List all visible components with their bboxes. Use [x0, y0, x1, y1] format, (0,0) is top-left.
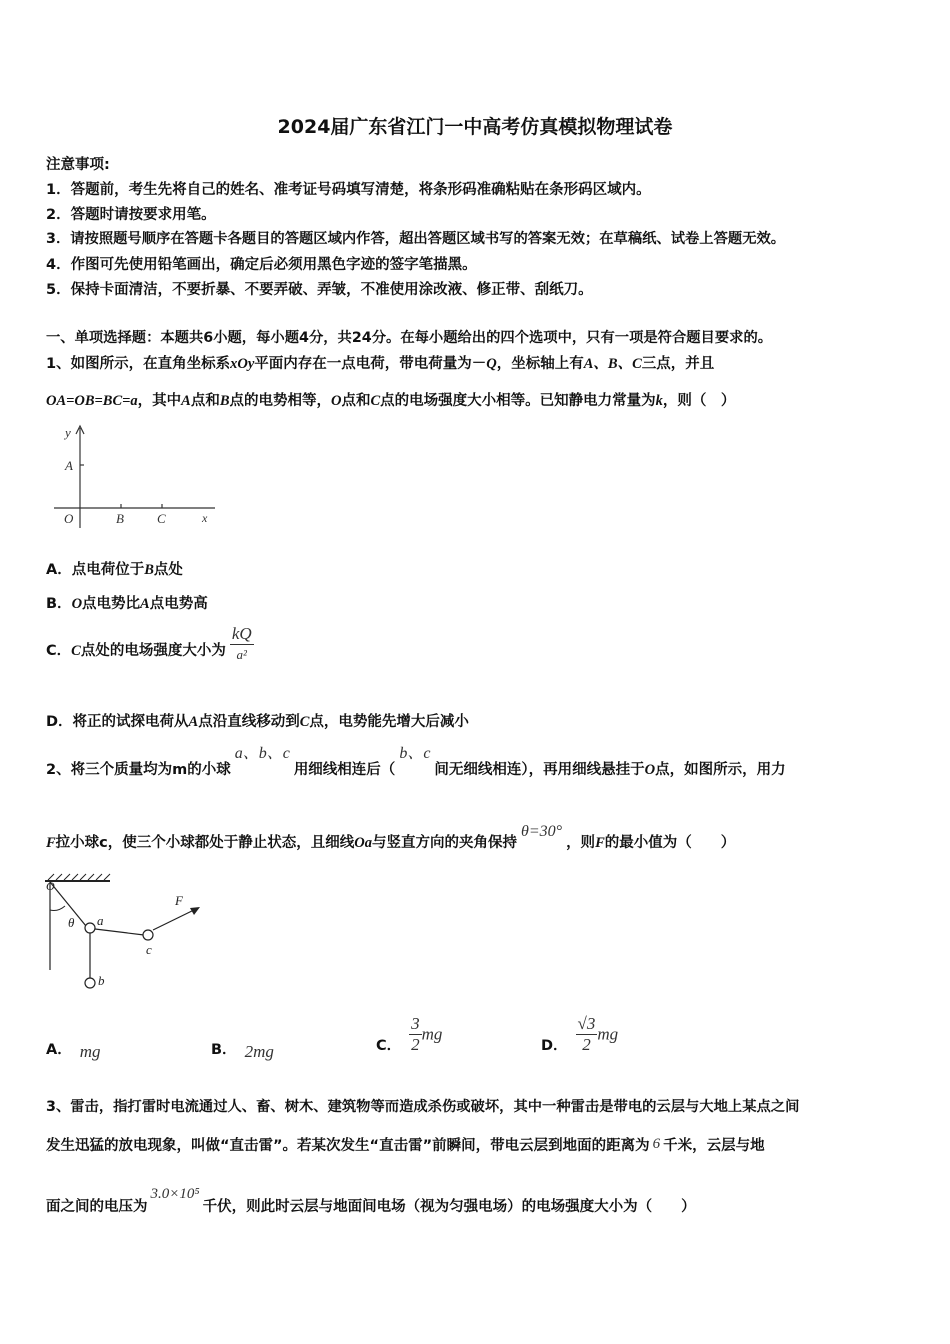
- label-f: F: [175, 893, 183, 908]
- notice-heading: 注意事项:: [46, 157, 110, 173]
- fraction-3-2: $\frac{3}{2}$: [411, 1014, 420, 1054]
- theta-arc: [50, 906, 65, 911]
- ball-c: [143, 930, 153, 940]
- string-ac: [95, 929, 144, 935]
- q2-stem-line2: F拉小球c，使三个小球都处于静止状态，且细线Oa与竖直方向的夹角保持θ=30°，则F的最小值为（ ）: [46, 823, 736, 851]
- label-b: b: [98, 973, 105, 988]
- field-strength-fraction: $\frac{kQ}{\text{a²}}$: [231, 624, 252, 662]
- fraction-sqrt3-2: $\frac{√3}{2}$: [577, 1014, 596, 1054]
- label-c: C: [157, 511, 166, 526]
- q2-pendulum-figure: [40, 870, 215, 995]
- q2-option-a: A． mg: [46, 1042, 101, 1061]
- q1-option-c: C．C点处的电场强度大小为 $\frac{kQ}{\text{a²}}$: [46, 624, 254, 665]
- q2-option-d: D． $\frac{√3}{2}$ mg: [541, 1014, 619, 1054]
- page-title: 2024届广东省江门一中高考仿真模拟物理试卷: [277, 116, 673, 138]
- q1-option-d: D．将正的试探电荷从A点沿直线移动到C点，电势能先增大后减小: [46, 714, 469, 730]
- notice-item: 4．作图可先使用铅笔画出，确定后必须用黑色字迹的签字笔描黑。: [46, 257, 477, 273]
- label-a: A: [65, 458, 73, 473]
- q2-option-c: C． $\frac{3}{2}$ mg: [376, 1014, 443, 1054]
- q1-stem-line1: 1、如图所示，在直角坐标系xOy平面内存在一点电荷，带电荷量为－Q，坐标轴上有A、B、C三点，并且: [46, 356, 715, 372]
- q3-stem-line2: 发生迅猛的放电现象，叫做“直击雷”。若某次发生“直击雷”前瞬间，带电云层到地面的距离为 6 千米，云层与地: [46, 1136, 765, 1154]
- q3-stem-line1: 3、雷击，指打雷时电流通过人、畜、树木、建筑物等而造成杀伤或破坏，其中一种雷击是带电的云层与大地上某点之间: [46, 1099, 800, 1115]
- label-o: O: [64, 511, 74, 526]
- q1-stem-line2: OA=OB=BC=a，其中A点和B点的电势相等，O点和C点的电场强度大小相等。已知静电力常量为k，则（ ）: [46, 393, 736, 409]
- q3-stem-line3: 面之间的电压为3.0×10⁵千伏，则此时云层与地面间电场（视为匀强电场）的电场强度大小为（ ）: [46, 1186, 696, 1215]
- notice-item: 5．保持卡面清洁，不要折暴、不要弄破、弄皱，不准使用涂改液、修正带、刮纸刀。: [46, 282, 593, 298]
- ceiling-hatch: [48, 874, 110, 880]
- label-a: a: [97, 913, 104, 928]
- q1-option-b: B．O点电势比A点电势高: [46, 596, 208, 612]
- ball-b: [85, 978, 95, 988]
- notice-item: 1．答题前，考生先将自己的姓名、准考证号码填写清楚，将条形码准确粘贴在条形码区域内。: [46, 182, 651, 198]
- label-theta: θ: [68, 915, 75, 930]
- q2-stem-line1: 2、将三个质量均为m的小球a、b、c用细线相连后（b、c间无细线相连），再用细线悬挂于O点，如图所示，用力: [46, 745, 786, 778]
- notice-item: 2．答题时请按要求用笔。: [46, 207, 216, 223]
- label-y: y: [65, 425, 71, 440]
- label-c: c: [146, 942, 152, 957]
- label-x: x: [202, 511, 208, 525]
- ball-a: [85, 923, 95, 933]
- label-b: B: [116, 511, 124, 526]
- label-o: O: [46, 879, 55, 893]
- section-heading: 一、单项选择题：本题共6小题，每小题4分，共24分。在每小题给出的四个选项中，只有一项是符合题目要求的。: [46, 330, 773, 346]
- force-f-arrow: [153, 908, 198, 930]
- q1-coordinate-figure: [50, 420, 225, 535]
- q2-option-b: B． 2mg: [211, 1042, 274, 1061]
- q1-option-a: A．点电荷位于B点处: [46, 562, 183, 578]
- notice-item: 3．请按照题号顺序在答题卡各题目的答题区域内作答，超出答题区域书写的答案无效；在草稿纸、试卷上答题无效。: [46, 231, 786, 247]
